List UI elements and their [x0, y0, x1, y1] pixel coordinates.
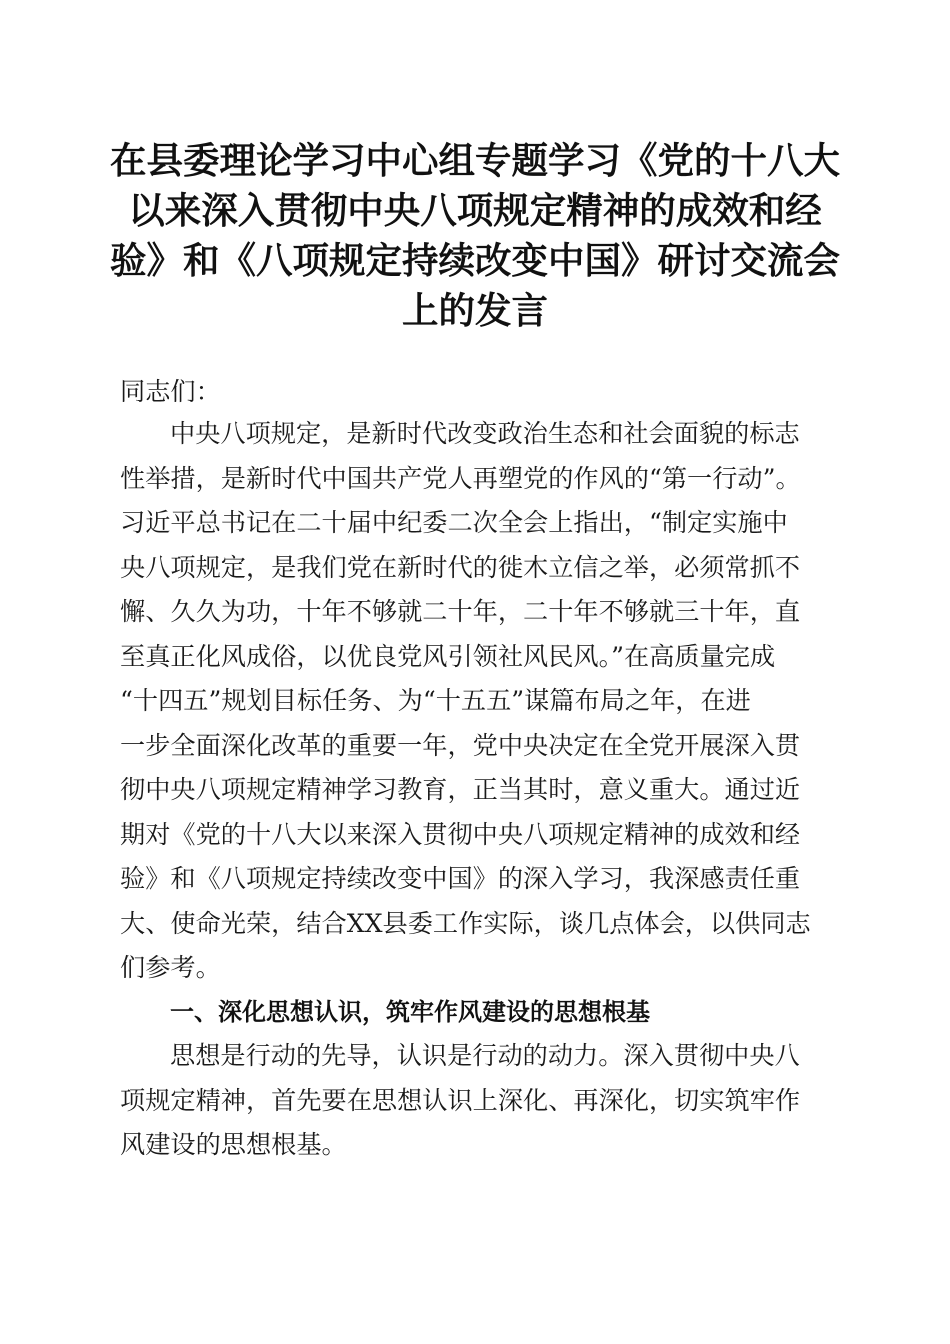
paragraph-line: 期对《党的十八大以来深入贯彻中央八项规定精神的成效和经 [120, 819, 801, 849]
paragraph-line: 风建设的思想根基。 [120, 1130, 347, 1159]
paragraph-line: 懈、久久为功，十年不够就二十年，二十年不够就三十年，直 [120, 597, 801, 626]
paragraph-line: 大、使命光荣，结合XX县委工作实际，谈几点体会，以供同志 [120, 908, 811, 938]
paragraph-section-1 [120, 1034, 840, 1168]
paragraph-line: 至真正化风成俗，以优良党风引领社风民风。”在高质量完成 [120, 641, 776, 671]
document-title [110, 136, 840, 336]
title-line-2: 以来深入贯彻中央八项规定精神的成效和经 [128, 189, 822, 232]
paragraph-line: 习近平总书记在二十届中纪委二次全会上指出，“制定实施中 [120, 508, 788, 537]
paragraph-line: 彻中央八项规定精神学习教育，正当其时，意义重大。通过近 [120, 775, 801, 804]
paragraph-line: 验》和《八项规定持续改变中国》的深入学习，我深感责任重 [120, 864, 801, 893]
paragraph-line: 们参考。 [120, 953, 221, 982]
paragraph-intro [120, 412, 840, 991]
section-heading-1: 一、深化思想认识，筑牢作风建设的思想根基 [170, 998, 650, 1026]
paragraph-line: “十四五”规划目标任务、为“十五五”谋篇布局之年，在进 [120, 686, 751, 715]
paragraph-line: 央八项规定，是我们党在新时代的徙木立信之举，必须常抓不 [120, 552, 801, 582]
title-line-4: 上的发言 [402, 289, 548, 332]
paragraph-line: 性举措，是新时代中国共产党人再塑党的作风的“第一行动”。 [120, 463, 801, 493]
salutation: 同志们： [120, 377, 221, 406]
title-line-1: 在县委理论学习中心组专题学习《党的十八大 [110, 139, 840, 182]
paragraph-line: 思想是行动的先导，认识是行动的动力。深入贯彻中央八 [170, 1041, 800, 1070]
title-line-3: 验》和《八项规定持续改变中国》研讨交流会 [110, 239, 840, 282]
paragraph-line: 中央八项规定，是新时代改变政治生态和社会面貌的标志 [170, 419, 800, 448]
paragraph-line: 一步全面深化改革的重要一年，党中央决定在全党开展深入贯 [120, 730, 801, 760]
paragraph-line: 项规定精神，首先要在思想认识上深化、再深化，切实筑牢作 [120, 1085, 801, 1115]
